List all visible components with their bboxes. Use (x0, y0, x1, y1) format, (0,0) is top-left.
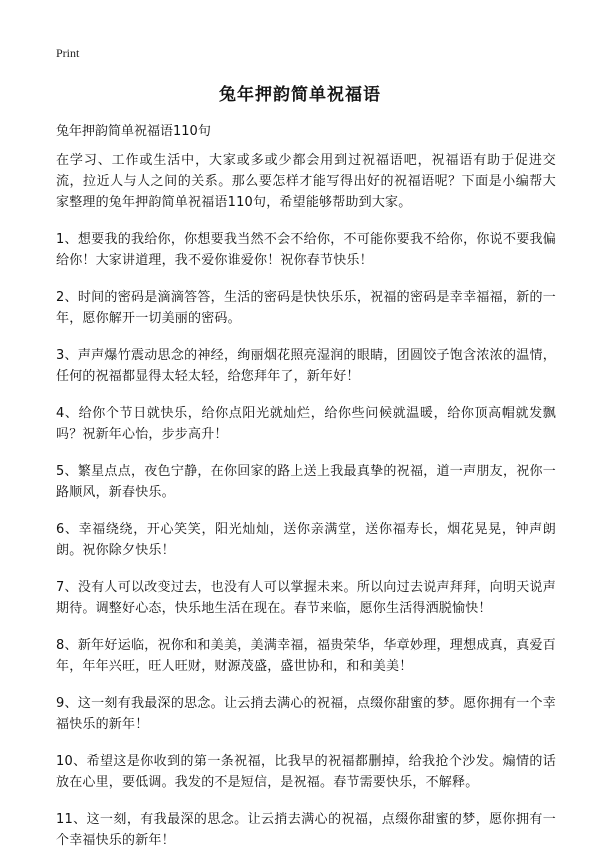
print-link[interactable]: Print (56, 46, 80, 60)
list-item: 7、没有人可以改变过去，也没有人可以掌握未来。所以向过去说声拜拜，向明天说声期待。调整好心态，快乐地生活在现在。春节来临，愿你生活得洒脱愉快！ (56, 580, 556, 616)
list-item: 4、给你个节日就快乐，给你点阳光就灿烂，给你些问候就温暖，给你顶高帽就发飘吗？祝新年心怡，步步高升！ (56, 406, 556, 442)
intro-paragraph: 在学习、工作或生活中，大家或多或少都会用到过祝福语吧，祝福语有助于促进交流，拉近人与人之间的关系。那么要怎样才能写得出好的祝福语呢？下面是小编帮大家整理的兔年押韵简单祝福语110句，希望能够帮助到大家。 (56, 153, 556, 210)
list-item: 5、繁星点点，夜色宁静，在你回家的路上送上我最真挚的祝福，道一声朋友，祝你一路顺风，新春快乐。 (56, 464, 556, 500)
list-item: 6、幸福绕绕，开心笑笑，阳光灿灿，送你亲满堂，送你福寿长，烟花晃晃，钟声朗朗。祝你除夕快乐！ (56, 522, 556, 558)
page-subtitle: 兔年押韵简单祝福语110句 (56, 124, 211, 139)
list-item: 8、新年好运临，祝你和和美美，美满幸福，福贵荣华，华章妙理，理想成真，真爱百年，年年兴旺，旺人旺财，财源茂盛，盛世协和，和和美美！ (56, 638, 556, 674)
list-item: 10、希望这是你收到的第一条祝福，比我早的祝福都删掉，给我抢个沙发。煽情的话放在心里，要低调。我发的不是短信，是祝福。春节需要快乐，不解释。 (56, 754, 556, 790)
article-body (56, 150, 556, 867)
list-item: 3、声声爆竹震动思念的神经，绚丽烟花照亮湿润的眼睛，团圆饺子饱含浓浓的温情，任何的祝福都显得太轻太轻，给您拜年了，新年好！ (56, 348, 556, 384)
list-item: 2、时间的密码是滴滴答答，生活的密码是快快乐乐，祝福的密码是幸幸福福，新的一年，愿你解开一切美丽的密码。 (56, 290, 556, 326)
page-title: 兔年押韵简单祝福语 (219, 85, 381, 105)
list-item: 9、这一刻有我最深的思念。让云捎去满心的祝福，点缀你甜蜜的梦。愿你拥有一个幸福快乐的新年！ (56, 696, 556, 732)
list-item: 11、这一刻，有我最深的思念。让云捎去满心的祝福，点缀你甜蜜的梦，愿你拥有一个幸福快乐的新年！ (56, 812, 556, 848)
list-item: 1、想要我的我给你，你想要我当然不会不给你，不可能你要我不给你，你说不要我偏给你！大家讲道理，我不爱你谁爱你！祝你春节快乐！ (56, 232, 556, 268)
